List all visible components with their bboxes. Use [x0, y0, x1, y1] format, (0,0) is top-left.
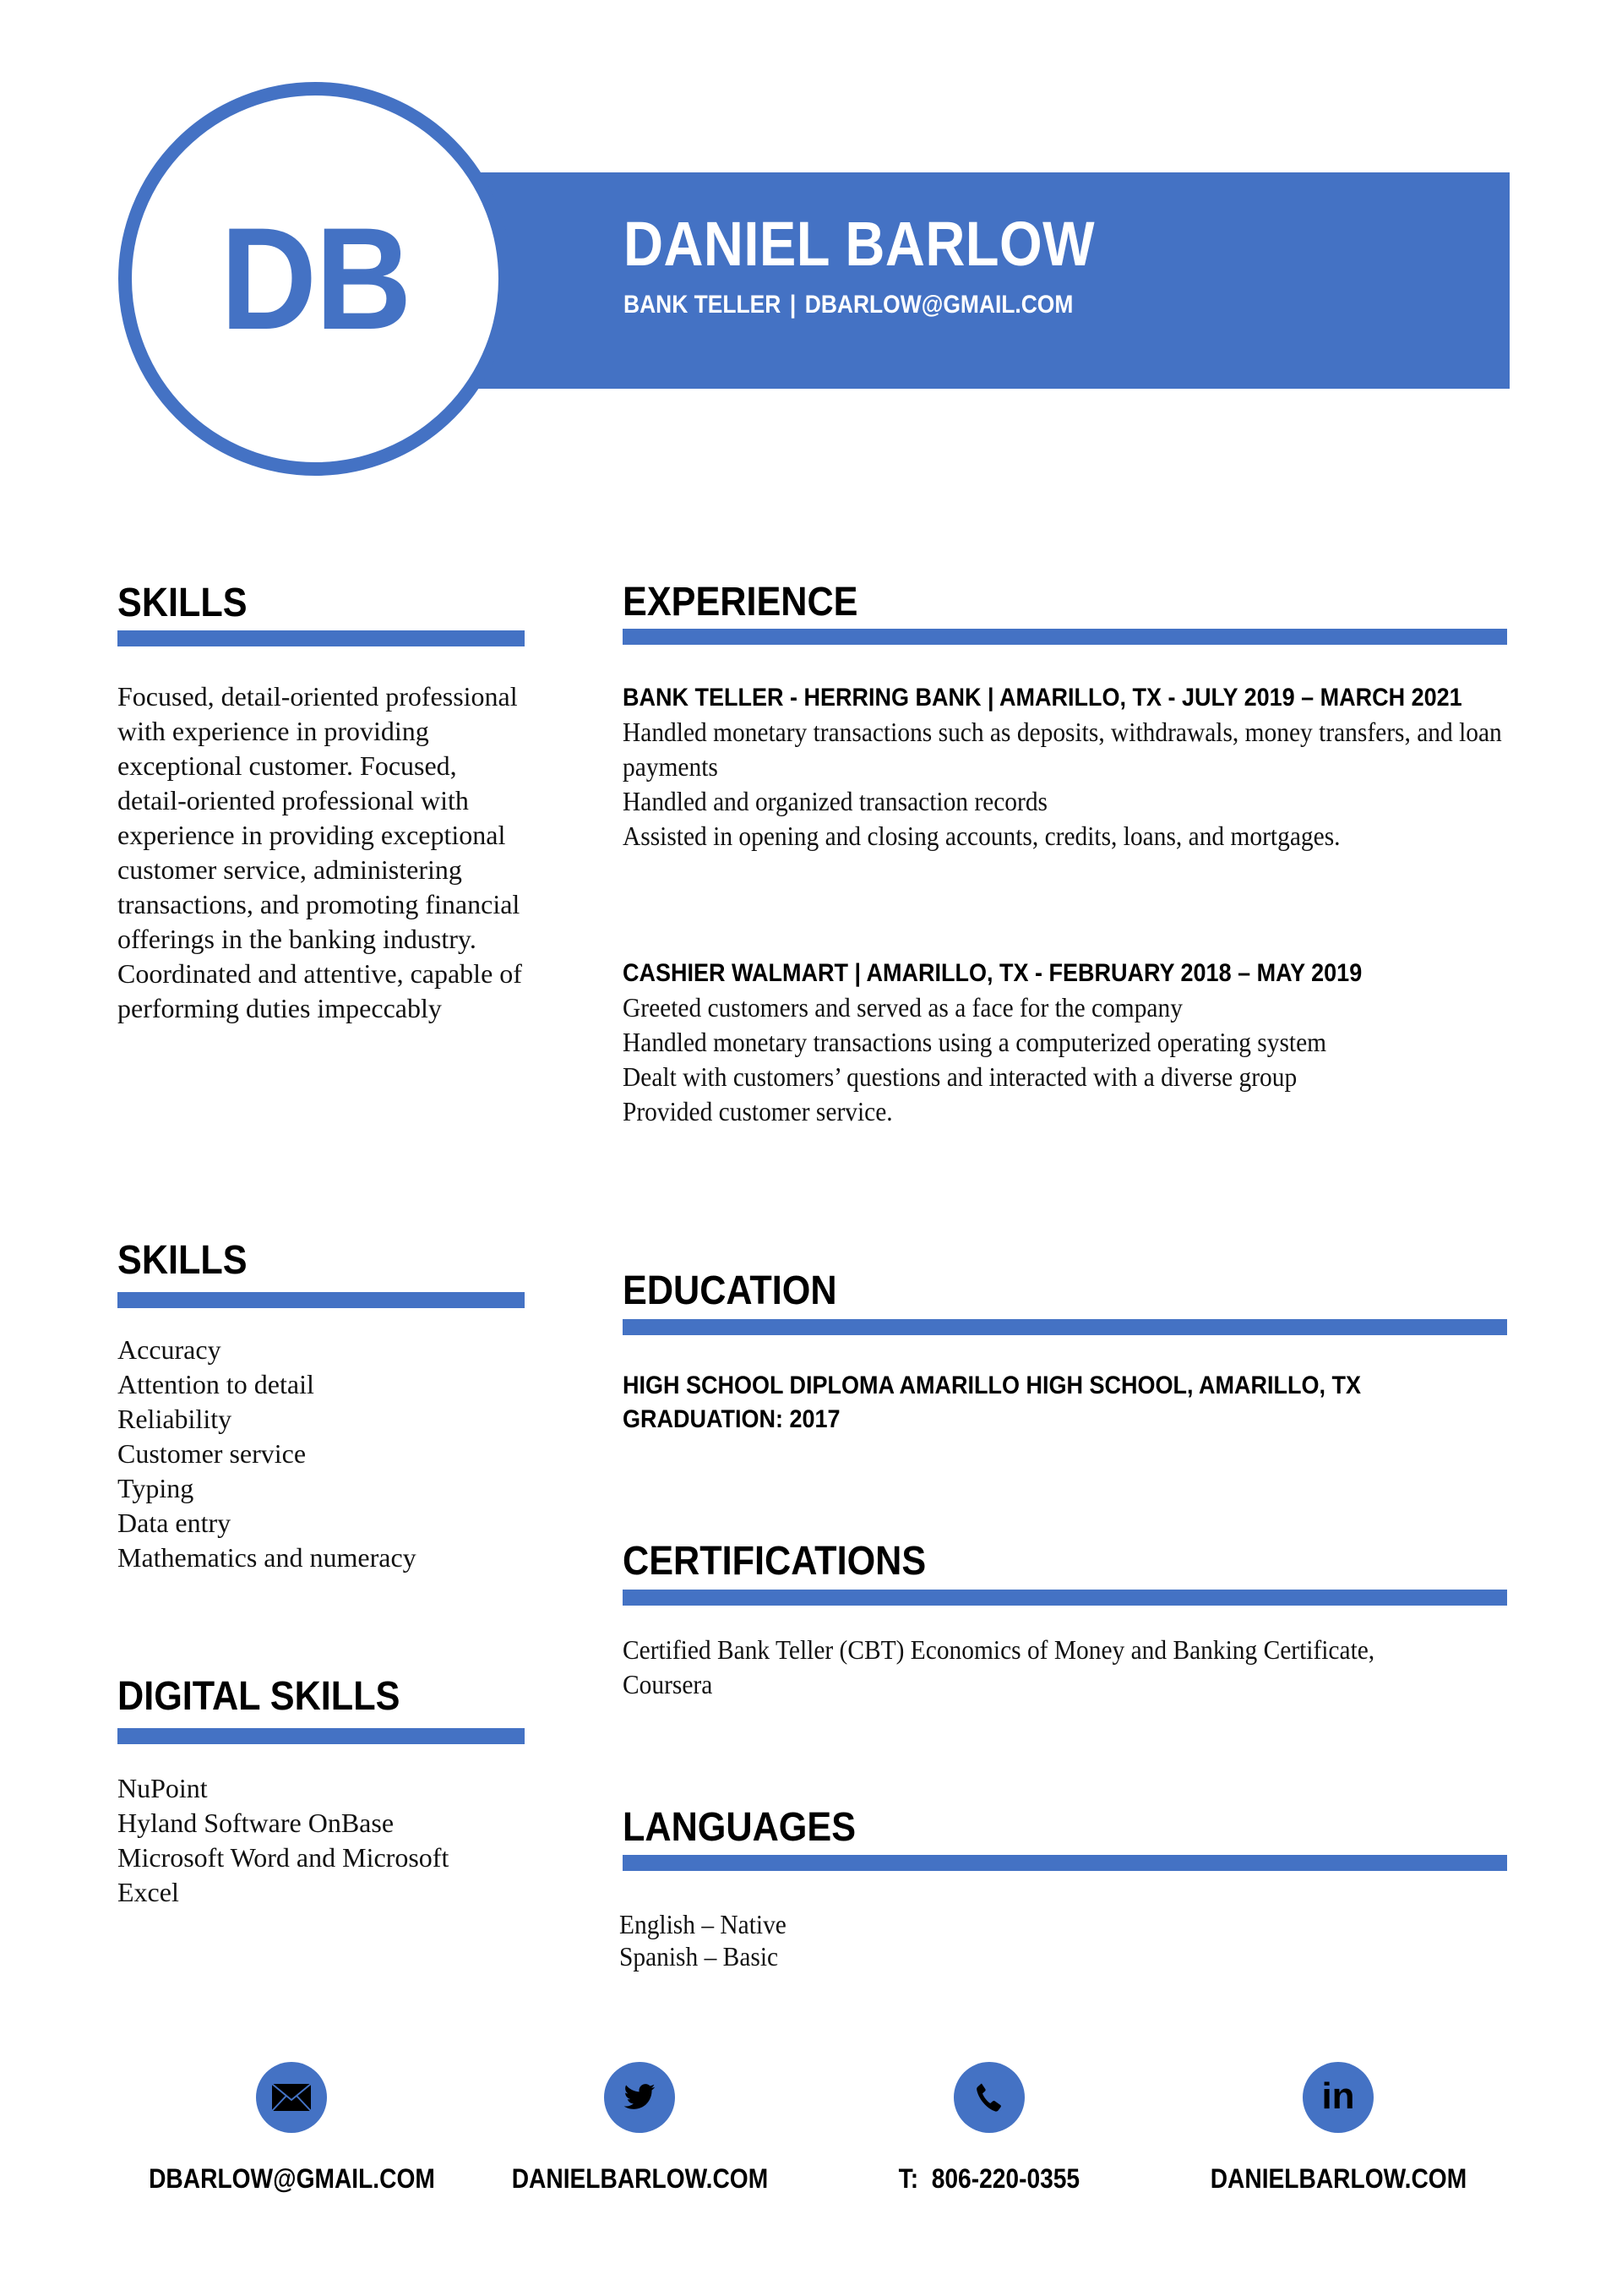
duty-item: Handled monetary transactions such as deposits, withdrawals, money transfers, and loan payments: [623, 717, 1502, 782]
digital-skill-item: NuPoint: [117, 1773, 208, 1803]
job-entry: [623, 957, 1611, 1129]
languages-list: [619, 1908, 1505, 1972]
contact-email-label[interactable]: [114, 2165, 469, 2192]
header-subtitle: [623, 292, 1073, 318]
skills-list: [117, 1333, 531, 1575]
certifications-text: Certified Bank Teller (CBT) Economics of Money and Banking Certificate, Coursera: [623, 1634, 1375, 1699]
skill-item: Reliability: [117, 1404, 232, 1434]
monogram-initials: DB: [220, 198, 411, 360]
subtitle-separator: |: [789, 291, 797, 319]
header-banner: [465, 172, 1510, 389]
language-item: Spanish – Basic: [619, 1941, 779, 1972]
skill-item: Attention to detail: [117, 1369, 314, 1399]
languages-divider: [623, 1855, 1507, 1871]
contact-phone-label[interactable]: [812, 2165, 1167, 2192]
phone-icon: [972, 2079, 1006, 2116]
email-contact-button[interactable]: [256, 2062, 327, 2133]
contact-phone-text: T: 806-220-0355: [898, 2163, 1080, 2194]
skill-item: Typing: [117, 1473, 194, 1503]
duty-item: Greeted customers and served as a face for the company: [623, 992, 1183, 1023]
monogram-badge: [118, 82, 512, 476]
linkedin-contact-button[interactable]: [1303, 2062, 1374, 2133]
duty-item: Dealt with customers’ questions and interacted with a diverse group: [623, 1061, 1298, 1092]
digital-skill-item: Hyland Software OnBase: [117, 1808, 395, 1838]
job-title-line: BANK TELLER - HERRING BANK | AMARILLO, TX - JULY 2019 – MARCH 2021: [623, 684, 1462, 712]
header-email: DBARLOW@GMAIL.COM: [804, 291, 1074, 319]
contact-email-text: DBARLOW@GMAIL.COM: [148, 2163, 435, 2194]
envelope-icon: [271, 2083, 312, 2112]
certifications-divider: [623, 1590, 1507, 1606]
twitter-icon: [621, 2081, 658, 2114]
skill-item: Customer service: [117, 1438, 307, 1469]
education-heading: EDUCATION: [623, 1268, 837, 1313]
skill-item: Data entry: [117, 1508, 231, 1538]
duty-item: Handled and organized transaction records: [623, 786, 1048, 816]
duty-item: Handled monetary transactions using a computerized operating system: [623, 1027, 1327, 1057]
digital-skills-list: [117, 1771, 531, 1910]
experience-divider: [623, 629, 1507, 645]
summary-divider: [117, 630, 525, 646]
contact-linkedin-text: DANIELBARLOW.COM: [1210, 2163, 1467, 2194]
phone-contact-button[interactable]: [954, 2062, 1025, 2133]
candidate-name: DANIEL BARLOW: [623, 209, 1096, 279]
education-entry: HIGH SCHOOL DIPLOMA AMARILLO HIGH SCHOOL, AMARILLO, TX GRADUATION: 2017: [623, 1372, 1361, 1433]
language-item: English – Native: [619, 1909, 787, 1939]
summary-text: Focused, detail-oriented professional with experience in providing exceptional customer. Focused, detail-oriented professional with experience in providing exceptional customer service, administering transactions, and promoting financial offerings in the banking industry. Coordinated and attentive, capable of performing duties impeccably: [117, 681, 522, 1023]
skill-item: Accuracy: [117, 1334, 221, 1365]
job-duties: [623, 715, 1509, 854]
job-duties: [623, 990, 1509, 1129]
digital-skills-heading: DIGITAL SKILLS: [117, 1674, 400, 1719]
twitter-contact-button[interactable]: [604, 2062, 675, 2133]
skill-item: Mathematics and numeracy: [117, 1542, 416, 1573]
job-title-line: CASHIER WALMART | AMARILLO, TX - FEBRUARY 2018 – MAY 2019: [623, 959, 1363, 987]
experience-heading: EXPERIENCE: [623, 580, 858, 624]
digital-skill-item: Microsoft Word and Microsoft Excel: [117, 1842, 449, 1907]
education-divider: [623, 1319, 1507, 1335]
duty-item: Provided customer service.: [623, 1096, 893, 1126]
contact-twitter-label[interactable]: [462, 2165, 817, 2192]
summary-heading: SKILLS: [117, 581, 248, 625]
skills-divider: [117, 1292, 525, 1308]
contact-twitter-text: DANIELBARLOW.COM: [511, 2163, 768, 2194]
duty-item: Assisted in opening and closing accounts, credits, loans, and mortgages.: [623, 821, 1341, 851]
contact-linkedin-label[interactable]: [1161, 2165, 1516, 2192]
linkedin-icon: in: [1321, 2075, 1355, 2117]
job-title: BANK TELLER: [623, 291, 781, 319]
languages-heading: LANGUAGES: [623, 1805, 857, 1850]
skills-heading: SKILLS: [117, 1238, 248, 1283]
certifications-heading: CERTIFICATIONS: [623, 1539, 927, 1584]
job-entry: [623, 681, 1611, 854]
digital-skills-divider: [117, 1728, 525, 1744]
